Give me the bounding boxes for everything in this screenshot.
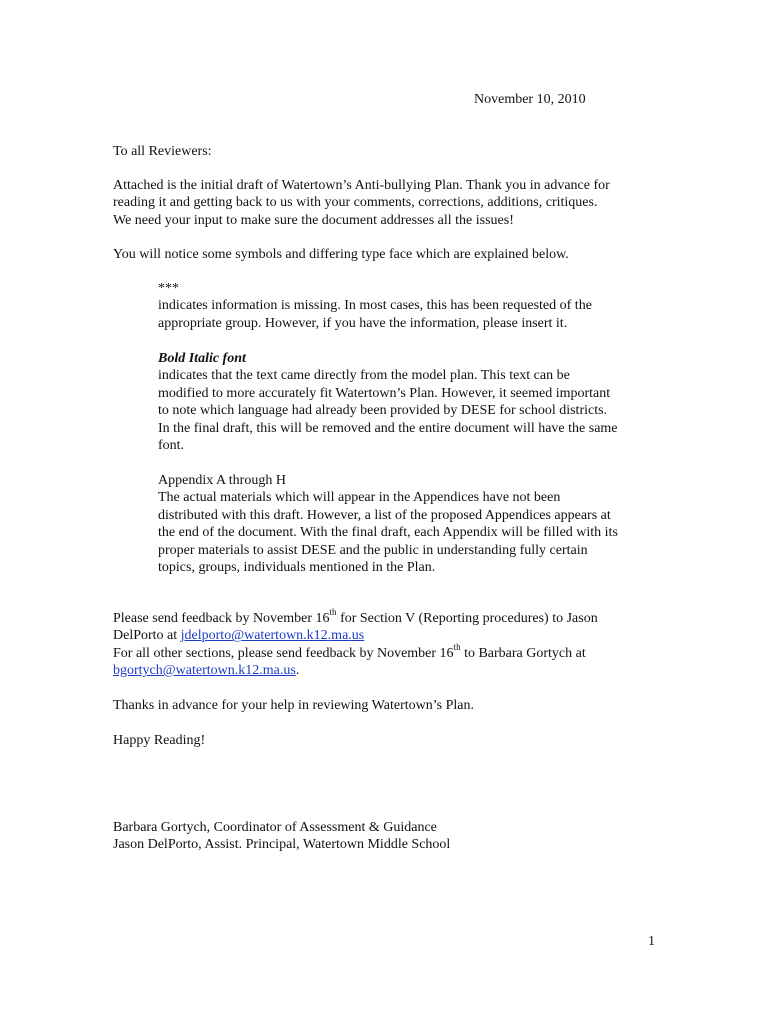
feedback-line-3: For all other sections, please send feedback by November 16th to Barbara Gortych at xyxy=(113,642,586,661)
signature-line: Jason DelPorto, Assist. Principal, Watertown Middle School xyxy=(113,837,451,853)
legend-bold-italic xyxy=(158,350,668,454)
legend-line: font. xyxy=(158,438,185,454)
signature-block xyxy=(113,819,673,854)
legend-line: to note which language had already been provided by DESE for school districts. xyxy=(158,403,608,419)
letter-date: November 10, 2010 xyxy=(474,92,586,107)
intro-line: Attached is the initial draft of Watertown’s Anti-bullying Plan. Thank you in advance for xyxy=(113,178,610,193)
page-number: 1 xyxy=(648,934,655,949)
feedback-line-2: DelPorto at jdelporto@watertown.k12.ma.us xyxy=(113,628,365,644)
bold-italic-title: Bold Italic font xyxy=(158,351,246,366)
legend-line: distributed with this draft. However, a list of the proposed Appendices appears at xyxy=(158,507,611,523)
signature-line: Barbara Gortych, Coordinator of Assessment & Guidance xyxy=(113,820,437,835)
feedback-line-4: bgortych@watertown.k12.ma.us. xyxy=(113,663,300,679)
legend-line: topics, groups, individuals mentioned in the Plan. xyxy=(158,560,436,576)
legend-line: In the final draft, this will be removed and the entire document will have the same xyxy=(158,420,618,436)
feedback-line-1: Please send feedback by November 16th for Section V (Reporting procedures) to Jason xyxy=(113,607,598,626)
intro-paragraph xyxy=(113,177,673,229)
legend-line: proper materials to assist DESE and the public in understanding fully certain xyxy=(158,542,588,558)
thanks-paragraph: Thanks in advance for your help in reviewing Watertown’s Plan. xyxy=(113,698,474,713)
legend-line: the end of the document. With the final draft, each Appendix will be filled with its xyxy=(158,525,618,541)
legend-line: appropriate group. However, if you have the information, please insert it. xyxy=(158,315,568,331)
feedback-paragraph xyxy=(113,607,673,680)
legend-line: modified to more accurately fit Watertown’s Plan. However, it seemed important xyxy=(158,385,611,401)
legend-stars xyxy=(158,280,668,332)
email-link-bgortych[interactable]: bgortych@watertown.k12.ma.us xyxy=(113,663,296,679)
appendix-title: Appendix A through H xyxy=(158,473,286,488)
legend-line: indicates that the text came directly from the model plan. This text can be xyxy=(158,368,570,384)
intro-line: reading it and getting back to us with your comments, corrections, additions, critiques. xyxy=(113,195,598,211)
stars-symbol: *** xyxy=(158,281,179,296)
closing-line: Happy Reading! xyxy=(113,733,206,748)
intro-line: We need your input to make sure the document addresses all the issues! xyxy=(113,212,514,228)
salutation: To all Reviewers: xyxy=(113,144,212,159)
notice-paragraph: You will notice some symbols and differing type face which are explained below. xyxy=(113,247,569,262)
legend-line: indicates information is missing. In most cases, this has been requested of the xyxy=(158,298,592,314)
legend-appendix xyxy=(158,472,668,576)
email-link-jdelporto[interactable]: jdelporto@watertown.k12.ma.us xyxy=(180,628,365,644)
legend-line: The actual materials which will appear in the Appendices have not been xyxy=(158,490,561,506)
